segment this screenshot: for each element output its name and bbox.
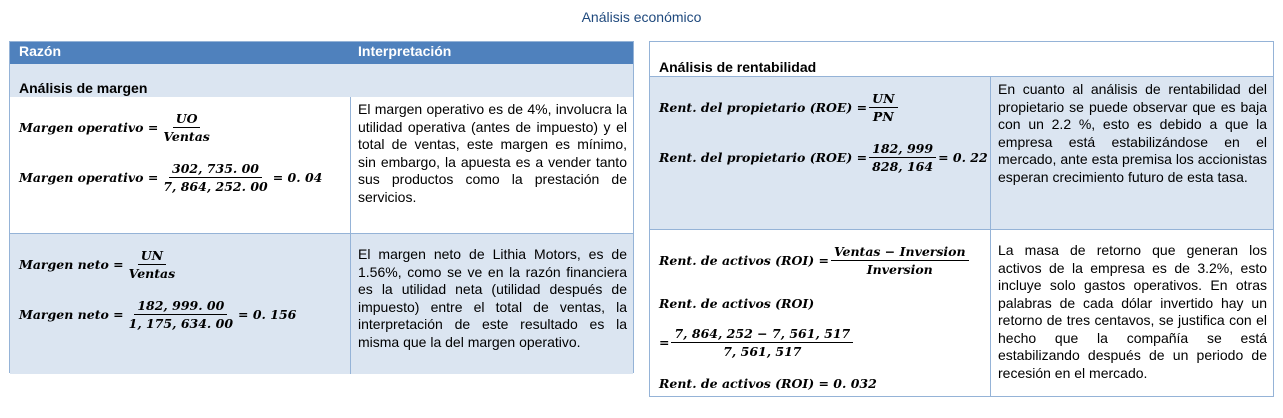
roi-label: Rent. de activos (ROI) (659, 296, 815, 311)
interpretation-cell: El margen neto de Lithia Motors, es de 1.56%, como se ve en la razón financiera es la utilidad neta (utilidad después de impuesto) entre el total de ventas, la interpretación de este resultado es la misma que la del margen operativo. (350, 234, 633, 374)
formula-net-margin: Margen neto = $\frac{UN}{\text{Ventas}}$ (19, 248, 176, 281)
formula-operating-margin: Margen operativo = $\frac{UO}{\text{Ventas}}$ (19, 111, 210, 144)
page-title: Análisis económico (581, 9, 702, 25)
ratio-cell (10, 97, 350, 233)
calc-roi: = $\frac{7, 864, 252 - 7, 561, 517}{7, 561, 517}$ (659, 326, 855, 359)
section-row (650, 42, 1273, 76)
calc-roe: Rent. del propietario (ROE) = $\frac{182, 999}{828, 164}$ = 0. 22 (659, 141, 988, 174)
formula-roi: Rent. de activos (ROI) = $\frac{\text{Ventas − Inversion}}{\text{Inversion}}$ (659, 244, 971, 277)
section-row (10, 64, 633, 97)
calc-operating-margin: Margen operativo = $\frac{302, 735. 00}{7, 864, 252. 00}$ = 0. 04 (19, 161, 323, 194)
table-row (650, 76, 1273, 229)
table-row (10, 97, 633, 233)
ratio-cell (650, 230, 990, 396)
interpretation-cell: En cuanto al análisis de rentabilidad del propietario se puede observar que es baja con un 2.2 %, esto es debido a que la empresa está estabilizándose en el mercado, ante esta premisa los accionistas esperan crecimiento futuro de esta tasa. (990, 77, 1273, 229)
header-interpretacion: Interpretación (358, 43, 452, 59)
table-row (10, 233, 633, 374)
interpretation-cell: El margen operativo es de 4%, involucra la utilidad operativa (antes de impuesto) y el total de ventas, este margen es mínimo, sin embargo, la apuesta es a vender tanto sus productos como la prestación de servicios. (350, 97, 633, 233)
calc-net-margin: Margen neto = $\frac{182, 999. 00}{1, 175, 634. 00}$ = 0. 156 (19, 298, 297, 331)
ratio-cell (10, 234, 350, 374)
section-title-profitability: Análisis de rentabilidad (659, 59, 817, 75)
section-title-margin: Análisis de margen (19, 80, 148, 96)
ratio-cell (650, 77, 990, 229)
profitability-table (649, 41, 1274, 397)
result-roi: Rent. de activos (ROI) = 0. 032 (659, 376, 877, 391)
header-razon: Razón (19, 43, 61, 59)
margin-analysis-table (9, 41, 634, 373)
formula-roe: Rent. del propietario (ROE) = $\frac{UN}{PN}$ (659, 91, 900, 124)
table-row (650, 229, 1273, 396)
table-header-row (10, 42, 633, 64)
interpretation-cell: La masa de retorno que generan los activos de la empresa es de 3.2%, esto incluye solo gastos operativos. En otras palabras de cada dólar invertido hay un retorno de tres centavos, se justifica con el hecho que la compañía se está estabilizando después de un periodo de recesión en el mercado. (990, 230, 1273, 396)
